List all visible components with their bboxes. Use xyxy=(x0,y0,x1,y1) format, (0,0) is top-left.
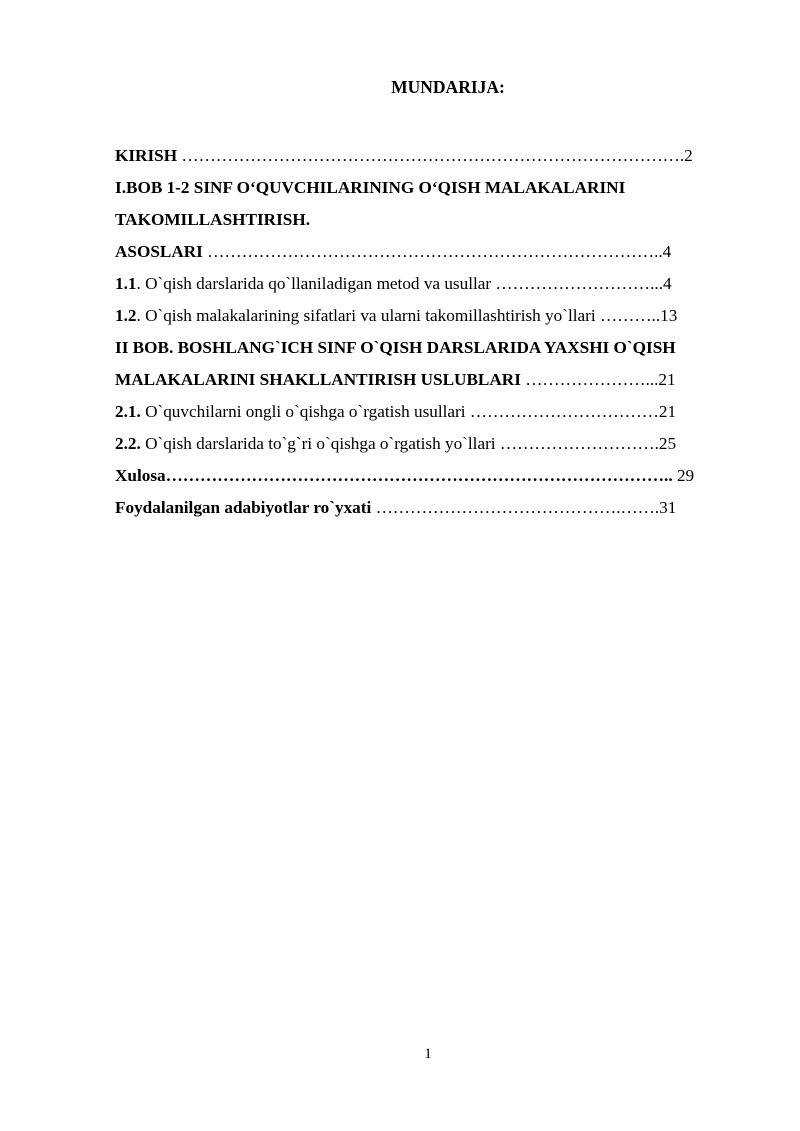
toc-entry-label: 1.2 xyxy=(115,306,137,325)
toc-entry-text: . O`qish malakalarining sifatlari va ularni takomillashtirish yo`llari xyxy=(136,306,600,325)
toc-entry-page: 4 xyxy=(662,242,672,261)
toc-entry-label: MALAKALARINI SHAKLLANTIRISH USLUBLARI xyxy=(115,370,526,389)
toc-entry-text: O`qish darslarida to`g`ri o`qishga o`rgatish yo`llari xyxy=(140,434,500,453)
toc-entry-2-1 xyxy=(115,396,730,428)
toc-entry-dots: ……………………………………………………………………………. xyxy=(181,146,685,165)
toc-entry-label: Xulosa…………………………………………………………………………….. xyxy=(115,466,673,485)
toc-entry-page: 21 xyxy=(658,370,676,389)
page-number: 1 xyxy=(424,1046,432,1062)
toc-entry-dots: ………………………... xyxy=(495,274,663,293)
toc-entry-references xyxy=(115,492,730,524)
toc-entry-page: 21 xyxy=(658,402,677,421)
toc-entry-dots: …………………... xyxy=(525,370,659,389)
toc-entry-text: . O`qish darslarida qo`llaniladigan metod va usullar xyxy=(136,274,496,293)
toc-entry-label: ASOSLARI xyxy=(115,242,208,261)
toc-entry-chapter-1-cont xyxy=(115,204,730,236)
toc-entry-chapter-1 xyxy=(115,172,730,204)
toc-entry-label: 2.2. xyxy=(115,434,141,453)
toc-entry-label: 1.1 xyxy=(115,274,137,293)
toc-entry-page: 2 xyxy=(684,146,693,165)
toc-entry-page: 4 xyxy=(663,274,672,293)
toc-entry-page: 31 xyxy=(659,498,677,517)
toc-entry-dots: ………………………. xyxy=(499,434,659,453)
toc-entry-chapter-2-cont xyxy=(115,364,730,396)
toc-entry-label: II BOB. BOSHLANG`ICH SINF O`QISH DARSLARIDA YAXSHI O`QISH xyxy=(115,338,676,357)
toc-entry-1-1 xyxy=(115,268,730,300)
toc-entry-page: 25 xyxy=(658,434,677,453)
toc-entry-label: Foydalanilgan adabiyotlar ro`yxati xyxy=(115,498,376,517)
page-title: MUNDARIJA: xyxy=(391,77,505,97)
toc-entry-dots: …………………………………………………………………….. xyxy=(207,242,663,261)
toc-entry-page: 13 xyxy=(660,306,678,325)
toc-entry-chapter-2 xyxy=(115,332,730,364)
toc-entry-page: 29 xyxy=(672,466,695,485)
toc-entry-label: KIRISH xyxy=(115,146,182,165)
toc-entry-asoslari xyxy=(115,236,730,268)
table-of-contents xyxy=(115,140,730,524)
toc-entry-dots: …………………………… xyxy=(469,402,659,421)
toc-entry-label: 2.1. xyxy=(115,402,141,421)
toc-entry-dots: ……….. xyxy=(599,306,661,325)
toc-entry-xulosa xyxy=(115,460,730,492)
toc-entry-1-2 xyxy=(115,300,730,332)
toc-entry-kirish xyxy=(115,140,730,172)
toc-entry-label: I.BOB 1-2 SINF O‘QUVCHILARINING O‘QISH MALAKALARINI xyxy=(115,178,626,197)
toc-entry-dots: …………………………………….……. xyxy=(375,498,660,517)
toc-entry-text: O`quvchilarni ongli o`qishga o`rgatish usullari xyxy=(140,402,470,421)
toc-entry-2-2 xyxy=(115,428,730,460)
toc-entry-label: TAKOMILLASHTIRISH. xyxy=(115,210,310,229)
